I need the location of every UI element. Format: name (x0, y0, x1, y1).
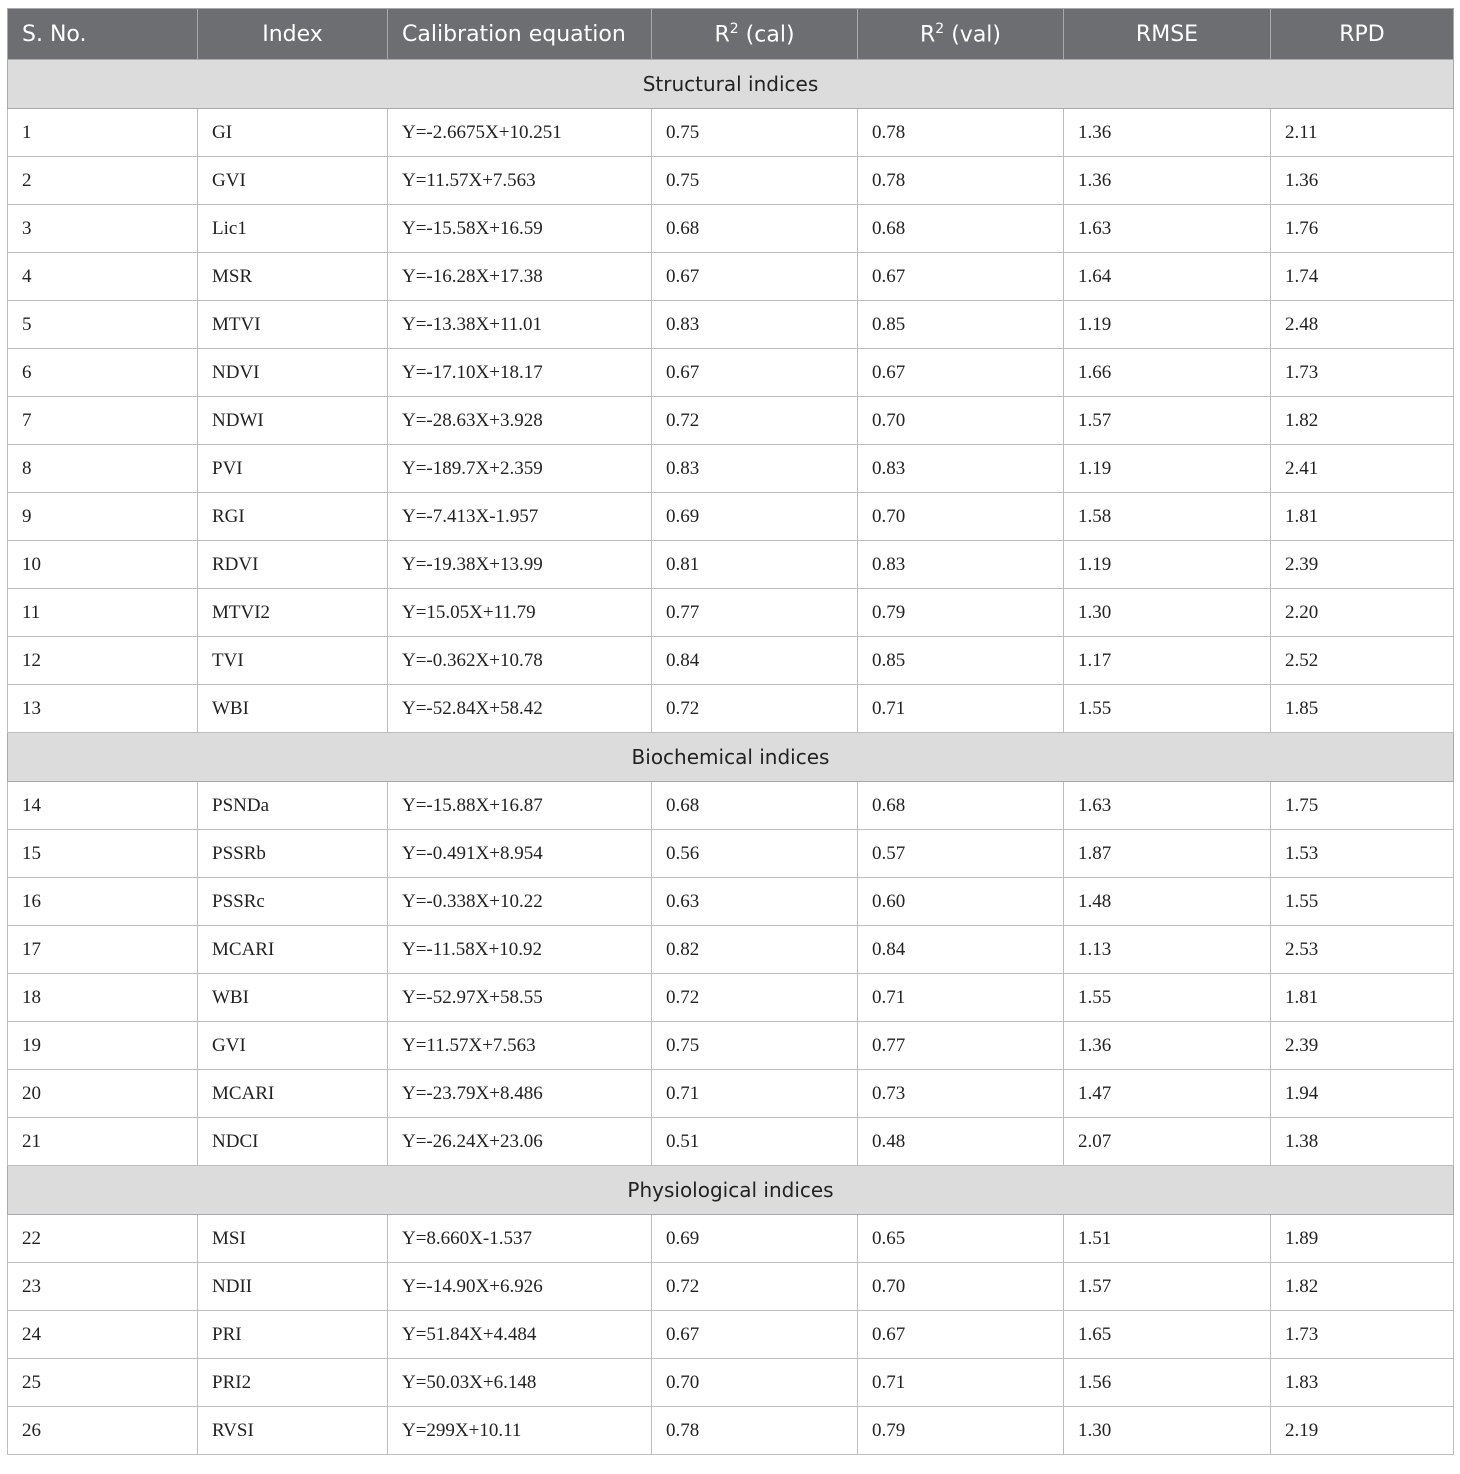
r2-cal-cell: 0.81 (652, 541, 858, 589)
section-row (8, 60, 1454, 109)
r2-cal-cell: 0.68 (652, 205, 858, 253)
rmse-cell: 2.07 (1064, 1118, 1271, 1166)
rmse-cell: 1.36 (1064, 157, 1271, 205)
calibration-table (7, 8, 1454, 1455)
rpd-cell: 1.82 (1271, 1263, 1454, 1311)
r2-cal-cell: 0.83 (652, 301, 858, 349)
table-row (8, 926, 1454, 974)
r2-cal-cell: 0.82 (652, 926, 858, 974)
sno-cell: 14 (8, 782, 198, 830)
index-cell: WBI (198, 974, 388, 1022)
r2-val-cell: 0.79 (858, 1407, 1064, 1455)
r2-val-cell: 0.67 (858, 253, 1064, 301)
section-title: Biochemical indices (8, 733, 1454, 782)
index-cell: NDII (198, 1263, 388, 1311)
rmse-cell: 1.30 (1064, 589, 1271, 637)
r2-val-cell: 0.57 (858, 830, 1064, 878)
rpd-cell: 1.38 (1271, 1118, 1454, 1166)
r2-val-cell: 0.60 (858, 878, 1064, 926)
equation-cell: Y=8.660X-1.537 (388, 1215, 652, 1263)
rpd-cell: 1.73 (1271, 349, 1454, 397)
r2-cal-cell: 0.72 (652, 1263, 858, 1311)
equation-cell: Y=11.57X+7.563 (388, 157, 652, 205)
table-row (8, 589, 1454, 637)
index-cell: Lic1 (198, 205, 388, 253)
r2-cal-suffix: (cal) (738, 22, 795, 48)
r2-val-cell: 0.71 (858, 685, 1064, 733)
rpd-cell: 2.19 (1271, 1407, 1454, 1455)
r2-cal-cell: 0.51 (652, 1118, 858, 1166)
table-row (8, 205, 1454, 253)
rmse-cell: 1.47 (1064, 1070, 1271, 1118)
equation-cell: Y=-16.28X+17.38 (388, 253, 652, 301)
r2-cal-cell: 0.78 (652, 1407, 858, 1455)
table-row (8, 878, 1454, 926)
rmse-cell: 1.55 (1064, 974, 1271, 1022)
sno-cell: 10 (8, 541, 198, 589)
rmse-cell: 1.66 (1064, 349, 1271, 397)
r2-val-cell: 0.68 (858, 205, 1064, 253)
rmse-cell: 1.30 (1064, 1407, 1271, 1455)
index-cell: MCARI (198, 926, 388, 974)
equation-cell: Y=299X+10.11 (388, 1407, 652, 1455)
table-row (8, 1215, 1454, 1263)
table-row (8, 493, 1454, 541)
rpd-cell: 2.20 (1271, 589, 1454, 637)
equation-cell: Y=-0.338X+10.22 (388, 878, 652, 926)
rmse-cell: 1.48 (1064, 878, 1271, 926)
sno-cell: 23 (8, 1263, 198, 1311)
r2-cal-cell: 0.75 (652, 1022, 858, 1070)
r2-cal-cell: 0.69 (652, 1215, 858, 1263)
index-cell: MTVI2 (198, 589, 388, 637)
col-header-r2-val (858, 9, 1064, 60)
table-row (8, 1263, 1454, 1311)
index-cell: PVI (198, 445, 388, 493)
sno-cell: 13 (8, 685, 198, 733)
r2-cal-cell: 0.72 (652, 397, 858, 445)
r2-cal-cell: 0.72 (652, 685, 858, 733)
rpd-cell: 1.75 (1271, 782, 1454, 830)
table-row (8, 1311, 1454, 1359)
equation-cell: Y=-0.362X+10.78 (388, 637, 652, 685)
sno-cell: 9 (8, 493, 198, 541)
equation-cell: Y=-11.58X+10.92 (388, 926, 652, 974)
rmse-cell: 1.36 (1064, 109, 1271, 157)
sno-cell: 5 (8, 301, 198, 349)
equation-cell: Y=-13.38X+11.01 (388, 301, 652, 349)
table-row (8, 685, 1454, 733)
r2-val-cell: 0.79 (858, 589, 1064, 637)
equation-cell: Y=-14.90X+6.926 (388, 1263, 652, 1311)
table-row (8, 349, 1454, 397)
rpd-cell: 2.39 (1271, 1022, 1454, 1070)
index-cell: NDCI (198, 1118, 388, 1166)
equation-cell: Y=-26.24X+23.06 (388, 1118, 652, 1166)
r2-val-cell: 0.70 (858, 1263, 1064, 1311)
equation-cell: Y=50.03X+6.148 (388, 1359, 652, 1407)
equation-cell: Y=51.84X+4.484 (388, 1311, 652, 1359)
r2-val-r: R (920, 22, 936, 48)
r2-cal-cell: 0.67 (652, 1311, 858, 1359)
sno-cell: 17 (8, 926, 198, 974)
sno-cell: 7 (8, 397, 198, 445)
rpd-cell: 2.11 (1271, 109, 1454, 157)
equation-cell: Y=-189.7X+2.359 (388, 445, 652, 493)
r2-val-cell: 0.65 (858, 1215, 1064, 1263)
r2-val-cell: 0.70 (858, 493, 1064, 541)
table-row (8, 637, 1454, 685)
r2-val-cell: 0.67 (858, 1311, 1064, 1359)
equation-cell: Y=-15.88X+16.87 (388, 782, 652, 830)
sno-cell: 3 (8, 205, 198, 253)
rpd-cell: 1.85 (1271, 685, 1454, 733)
r2-val-cell: 0.85 (858, 301, 1064, 349)
r2-val-cell: 0.71 (858, 974, 1064, 1022)
rmse-cell: 1.63 (1064, 205, 1271, 253)
r2-val-suffix: (val) (944, 22, 1001, 48)
section-title: Structural indices (8, 60, 1454, 109)
rpd-cell: 1.83 (1271, 1359, 1454, 1407)
r2-val-cell: 0.78 (858, 109, 1064, 157)
equation-cell: Y=-23.79X+8.486 (388, 1070, 652, 1118)
table-row (8, 109, 1454, 157)
index-cell: NDVI (198, 349, 388, 397)
index-cell: MSI (198, 1215, 388, 1263)
rpd-cell: 1.82 (1271, 397, 1454, 445)
r2-cal-cell: 0.72 (652, 974, 858, 1022)
sno-cell: 21 (8, 1118, 198, 1166)
r2-val-cell: 0.70 (858, 397, 1064, 445)
sno-cell: 15 (8, 830, 198, 878)
r2-val-cell: 0.71 (858, 1359, 1064, 1407)
col-header-rpd: RPD (1271, 9, 1454, 60)
sno-cell: 25 (8, 1359, 198, 1407)
rmse-cell: 1.13 (1064, 926, 1271, 974)
rpd-cell: 1.74 (1271, 253, 1454, 301)
equation-cell: Y=-2.6675X+10.251 (388, 109, 652, 157)
r2-val-cell: 0.83 (858, 445, 1064, 493)
col-header-index: Index (198, 9, 388, 60)
r2-cal-cell: 0.75 (652, 157, 858, 205)
r2-cal-cell: 0.67 (652, 253, 858, 301)
rpd-cell: 2.41 (1271, 445, 1454, 493)
equation-cell: Y=-52.84X+58.42 (388, 685, 652, 733)
sno-cell: 6 (8, 349, 198, 397)
table-row (8, 1022, 1454, 1070)
table-row (8, 397, 1454, 445)
r2-cal-cell: 0.84 (652, 637, 858, 685)
table-row (8, 301, 1454, 349)
equation-cell: Y=-17.10X+18.17 (388, 349, 652, 397)
header-row (8, 9, 1454, 60)
r2-cal-cell: 0.56 (652, 830, 858, 878)
rpd-cell: 2.48 (1271, 301, 1454, 349)
index-cell: MCARI (198, 1070, 388, 1118)
r2-val-cell: 0.68 (858, 782, 1064, 830)
equation-cell: Y=11.57X+7.563 (388, 1022, 652, 1070)
table-row (8, 1407, 1454, 1455)
index-cell: PRI2 (198, 1359, 388, 1407)
rpd-cell: 1.89 (1271, 1215, 1454, 1263)
sno-cell: 26 (8, 1407, 198, 1455)
rmse-cell: 1.63 (1064, 782, 1271, 830)
sno-cell: 8 (8, 445, 198, 493)
equation-cell: Y=-19.38X+13.99 (388, 541, 652, 589)
r2-cal-cell: 0.71 (652, 1070, 858, 1118)
rpd-cell: 1.81 (1271, 493, 1454, 541)
sno-cell: 11 (8, 589, 198, 637)
r2-cal-cell: 0.68 (652, 782, 858, 830)
col-header-rmse: RMSE (1064, 9, 1271, 60)
equation-cell: Y=-15.58X+16.59 (388, 205, 652, 253)
rmse-cell: 1.51 (1064, 1215, 1271, 1263)
index-cell: PSSRb (198, 830, 388, 878)
rpd-cell: 1.55 (1271, 878, 1454, 926)
index-cell: MSR (198, 253, 388, 301)
r2-cal-exponent: 2 (729, 20, 739, 37)
sno-cell: 2 (8, 157, 198, 205)
table-row (8, 1070, 1454, 1118)
index-cell: PRI (198, 1311, 388, 1359)
r2-val-cell: 0.84 (858, 926, 1064, 974)
r2-val-cell: 0.83 (858, 541, 1064, 589)
r2-val-cell: 0.77 (858, 1022, 1064, 1070)
rmse-cell: 1.56 (1064, 1359, 1271, 1407)
equation-cell: Y=-7.413X-1.957 (388, 493, 652, 541)
index-cell: RGI (198, 493, 388, 541)
sno-cell: 1 (8, 109, 198, 157)
r2-cal-cell: 0.67 (652, 349, 858, 397)
rpd-cell: 1.73 (1271, 1311, 1454, 1359)
r2-val-cell: 0.85 (858, 637, 1064, 685)
sno-cell: 19 (8, 1022, 198, 1070)
r2-val-cell: 0.67 (858, 349, 1064, 397)
r2-cal-r: R (714, 22, 730, 48)
r2-val-cell: 0.73 (858, 1070, 1064, 1118)
rmse-cell: 1.64 (1064, 253, 1271, 301)
r2-cal-cell: 0.83 (652, 445, 858, 493)
index-cell: MTVI (198, 301, 388, 349)
table-body (8, 60, 1454, 1455)
col-header-sno: S. No. (8, 9, 198, 60)
rmse-cell: 1.55 (1064, 685, 1271, 733)
rmse-cell: 1.19 (1064, 301, 1271, 349)
index-cell: PSSRc (198, 878, 388, 926)
section-row (8, 733, 1454, 782)
sno-cell: 20 (8, 1070, 198, 1118)
table-row (8, 830, 1454, 878)
col-header-r2-cal (652, 9, 858, 60)
col-header-equation: Calibration equation (388, 9, 652, 60)
rpd-cell: 2.52 (1271, 637, 1454, 685)
table-row (8, 445, 1454, 493)
table-row (8, 253, 1454, 301)
equation-cell: Y=15.05X+11.79 (388, 589, 652, 637)
rpd-cell: 1.94 (1271, 1070, 1454, 1118)
r2-val-exponent: 2 (935, 20, 945, 37)
index-cell: GVI (198, 157, 388, 205)
section-row (8, 1166, 1454, 1215)
sno-cell: 24 (8, 1311, 198, 1359)
sno-cell: 4 (8, 253, 198, 301)
rmse-cell: 1.17 (1064, 637, 1271, 685)
r2-val-cell: 0.78 (858, 157, 1064, 205)
table-row (8, 157, 1454, 205)
rmse-cell: 1.57 (1064, 397, 1271, 445)
index-cell: GVI (198, 1022, 388, 1070)
index-cell: RDVI (198, 541, 388, 589)
rmse-cell: 1.19 (1064, 541, 1271, 589)
index-cell: WBI (198, 685, 388, 733)
rmse-cell: 1.57 (1064, 1263, 1271, 1311)
r2-cal-cell: 0.77 (652, 589, 858, 637)
index-cell: TVI (198, 637, 388, 685)
rmse-cell: 1.19 (1064, 445, 1271, 493)
rpd-cell: 1.81 (1271, 974, 1454, 1022)
sno-cell: 22 (8, 1215, 198, 1263)
equation-cell: Y=-52.97X+58.55 (388, 974, 652, 1022)
r2-val-cell: 0.48 (858, 1118, 1064, 1166)
r2-cal-cell: 0.69 (652, 493, 858, 541)
rmse-cell: 1.65 (1064, 1311, 1271, 1359)
rpd-cell: 1.76 (1271, 205, 1454, 253)
sno-cell: 18 (8, 974, 198, 1022)
table-row (8, 541, 1454, 589)
table-row (8, 1118, 1454, 1166)
equation-cell: Y=-0.491X+8.954 (388, 830, 652, 878)
rpd-cell: 1.36 (1271, 157, 1454, 205)
rpd-cell: 2.39 (1271, 541, 1454, 589)
sno-cell: 16 (8, 878, 198, 926)
r2-cal-cell: 0.75 (652, 109, 858, 157)
table-header (8, 9, 1454, 60)
index-cell: NDWI (198, 397, 388, 445)
index-cell: GI (198, 109, 388, 157)
equation-cell: Y=-28.63X+3.928 (388, 397, 652, 445)
r2-cal-cell: 0.63 (652, 878, 858, 926)
rmse-cell: 1.87 (1064, 830, 1271, 878)
table-row (8, 1359, 1454, 1407)
index-cell: RVSI (198, 1407, 388, 1455)
table-row (8, 782, 1454, 830)
rpd-cell: 1.53 (1271, 830, 1454, 878)
rpd-cell: 2.53 (1271, 926, 1454, 974)
section-title: Physiological indices (8, 1166, 1454, 1215)
r2-cal-cell: 0.70 (652, 1359, 858, 1407)
rmse-cell: 1.58 (1064, 493, 1271, 541)
sno-cell: 12 (8, 637, 198, 685)
table-row (8, 974, 1454, 1022)
rmse-cell: 1.36 (1064, 1022, 1271, 1070)
index-cell: PSNDa (198, 782, 388, 830)
